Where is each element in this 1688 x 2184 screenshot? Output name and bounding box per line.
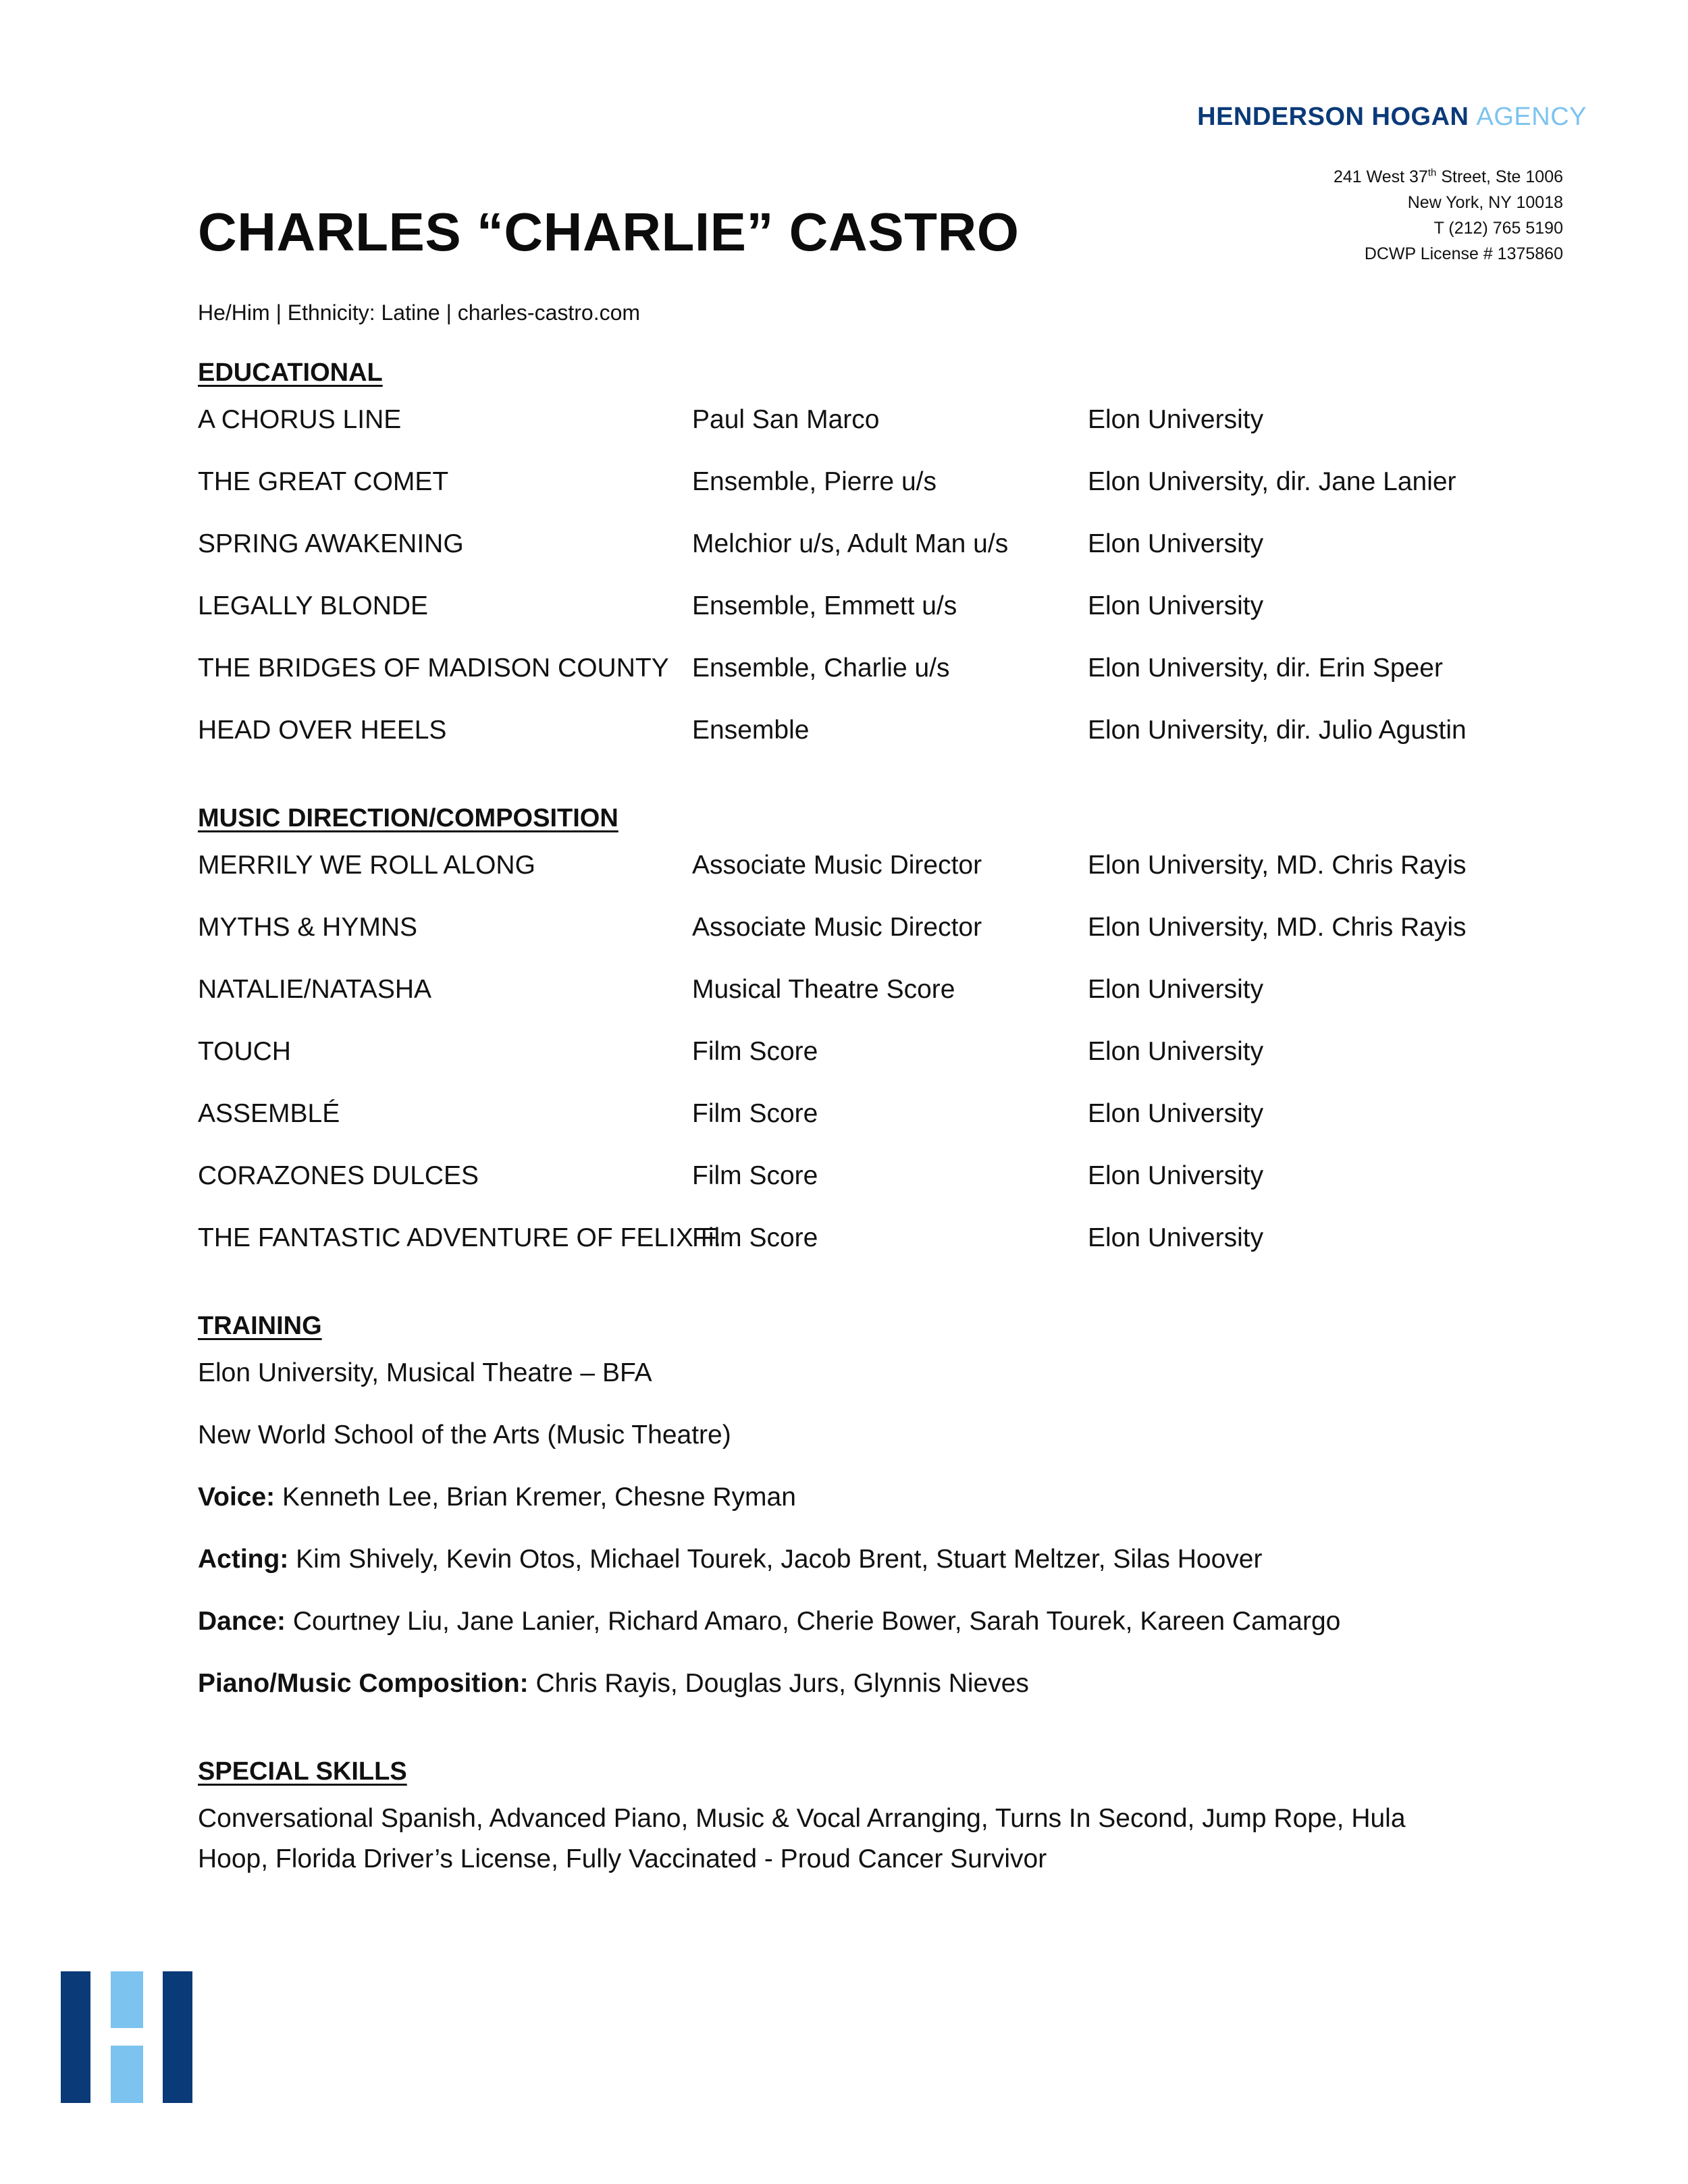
credit-title: THE FANTASTIC ADVENTURE OF FELIX F. [198,1223,722,1252]
skills-heading: SPECIAL SKILLS [198,1757,407,1786]
credit-title: ASSEMBLÉ [198,1099,340,1128]
credit-venue: Elon University, MD. Chris Rayis [1088,851,1467,880]
credit-venue: Elon University [1088,1099,1264,1128]
credit-venue: Elon University [1088,975,1264,1004]
agency-name-secondary: AGENCY [1476,103,1587,131]
credit-role: Paul San Marco [692,405,880,434]
training-list [198,1353,1514,1726]
training-piano [198,1663,1514,1726]
credit-role: Ensemble, Emmett u/s [692,591,957,620]
credit-venue: Elon University, MD. Chris Rayis [1088,913,1467,942]
training-dance [198,1601,1514,1663]
credit-row [198,1032,1514,1094]
training-acting-teachers: Kim Shively, Kevin Otos, Michael Tourek, Jacob Brent, Stuart Meltzer, Silas Hoover [288,1545,1263,1574]
credit-title: THE BRIDGES OF MADISON COUNTY [198,654,669,683]
credit-row [198,400,1514,462]
training-piano-teachers: Chris Rayis, Douglas Jurs, Glynnis Nieves [528,1669,1029,1698]
credit-row [198,710,1514,772]
resume-content [198,352,1514,1880]
credit-role: Associate Music Director [692,851,982,880]
credit-row [198,586,1514,648]
training-acting [198,1539,1514,1601]
credit-title: MYTHS & HYMNS [198,913,418,942]
credit-venue: Elon University [1088,1037,1264,1066]
credit-venue: Elon University, dir. Erin Speer [1088,654,1443,683]
credit-row [198,1156,1514,1218]
credit-venue: Elon University [1088,1161,1264,1190]
educational-heading: EDUCATIONAL [198,358,383,387]
agency-name-primary: HENDERSON HOGAN [1197,103,1469,131]
credit-row [198,907,1514,969]
credit-venue: Elon University, dir. Jane Lanier [1088,467,1456,496]
credit-venue: Elon University [1088,405,1264,434]
credit-role: Ensemble, Charlie u/s [692,654,950,683]
credit-role: Ensemble, Pierre u/s [692,467,937,496]
credit-role: Melchior u/s, Adult Man u/s [692,529,1009,558]
credit-role: Musical Theatre Score [692,975,955,1004]
credit-title: A CHORUS LINE [198,405,402,434]
credit-venue: Elon University [1088,1223,1264,1252]
credit-row [198,1094,1514,1156]
credit-title: THE GREAT COMET [198,467,449,496]
section-gap [198,772,1514,798]
address-line-1 [1334,164,1563,190]
address-line-1-sup: th [1427,167,1437,179]
credit-title: SPRING AWAKENING [198,529,464,558]
section-gap [198,1280,1514,1306]
credit-title: MERRILY WE ROLL ALONG [198,851,535,880]
training-dance-label: Dance: [198,1607,286,1636]
training-school-1: Elon University, Musical Theatre – BFA [198,1358,652,1387]
agency-logo-icon [61,1971,192,2103]
credit-role: Ensemble [692,716,810,745]
actor-name: CHARLES “CHARLIE” CASTRO [198,202,1020,262]
educational-list [198,400,1514,772]
credit-row [198,845,1514,907]
credit-title: CORAZONES DULCES [198,1161,479,1190]
section-gap [198,1726,1514,1751]
music-heading: MUSIC DIRECTION/COMPOSITION [198,804,618,832]
agency-license: DCWP License # 1375860 [1364,244,1563,263]
training-school-2: New World School of the Arts (Music Theatre) [198,1420,731,1449]
credit-role: Film Score [692,1161,818,1190]
credit-row [198,969,1514,1032]
credit-row [198,648,1514,710]
training-voice-teachers: Kenneth Lee, Brian Kremer, Chesne Ryman [275,1483,796,1512]
credit-role: Film Score [692,1099,818,1128]
credit-venue: Elon University [1088,529,1264,558]
credit-venue: Elon University [1088,591,1264,620]
credit-role: Associate Music Director [692,913,982,942]
training-dance-teachers: Courtney Liu, Jane Lanier, Richard Amaro, Cherie Bower, Sarah Tourek, Kareen Camargo [286,1607,1341,1636]
credit-role: Film Score [692,1037,818,1066]
credit-title: TOUCH [198,1037,291,1066]
training-heading: TRAINING [198,1312,322,1340]
credit-row [198,462,1514,524]
training-piano-label: Piano/Music Composition: [198,1669,529,1698]
music-list [198,845,1514,1280]
credit-row [198,1218,1514,1280]
address-line-1-pre: 241 West 37 [1333,167,1428,186]
agency-phone: T (212) 765 5190 [1433,219,1563,238]
training-voice [198,1477,1514,1539]
address-line-2: New York, NY 10018 [1407,193,1563,212]
address-line-1-post: Street, Ste 1006 [1436,167,1563,186]
credit-venue: Elon University, dir. Julio Agustin [1088,716,1467,745]
agency-name [1197,103,1587,132]
credit-title: LEGALLY BLONDE [198,591,429,620]
credit-title: HEAD OVER HEELS [198,716,447,745]
training-acting-label: Acting: [198,1545,289,1574]
agency-address [1334,164,1563,267]
credit-title: NATALIE/NATASHA [198,975,432,1004]
credit-row [198,524,1514,586]
credit-role: Film Score [692,1223,818,1252]
training-voice-label: Voice: [198,1483,275,1512]
skills-text: Conversational Spanish, Advanced Piano, Music & Vocal Arranging, Turns In Second, Jump Rope, Hula Hoop, Florida Driver’s License, Fully Vaccinated - Proud Cancer Survivor [198,1804,1406,1873]
actor-tagline: He/Him | Ethnicity: Latine | charles-castro.com [198,300,641,325]
